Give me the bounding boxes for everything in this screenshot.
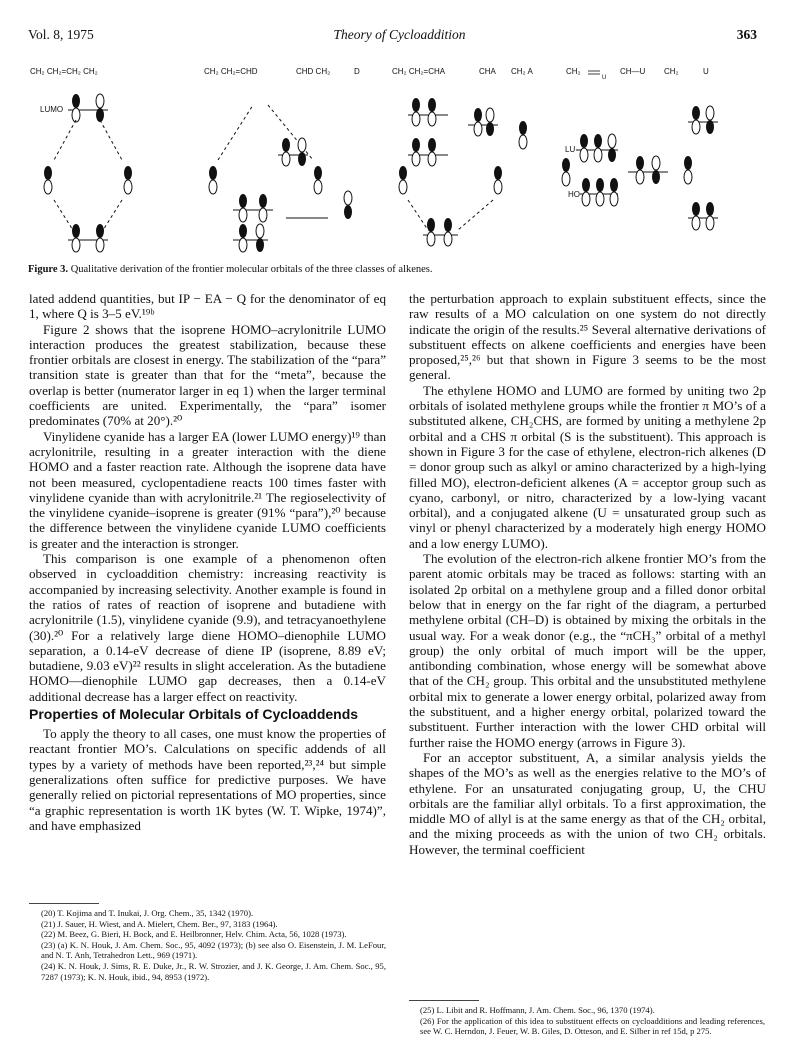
- fig-label-u-sub: U: [602, 75, 607, 81]
- fig-label-cha: CHA: [479, 67, 496, 76]
- footnote-26: (26) For the application of this idea to substituent effects on cycloadditions and leading references, see W. C. Herndon, J. Feuer, W. B. Giles, D. Otteson, and E. Silber in ref 15d, p 275.: [420, 1015, 765, 1037]
- left-paragraph-5: To apply the theory to all cases, one must know the properties of reactant frontier MO’s. Calculations on specific addends of all types by a variety of methods have been reported,²³,²⁴ but simple generalizations often suffice for predictive purposes. We have generally relied on pictorial representations of MO properties, since “a graphic representation is worth 1K bytes (W. T. Wipke, 1974)”, and have emphasized: [29, 726, 386, 833]
- fig-label-ch2-right: CH₂: [664, 67, 679, 76]
- fig-label-ethylene: CH₂ CH₂=CH₂ CH₂: [30, 67, 98, 76]
- fig-label-u: U: [703, 67, 709, 76]
- footnote-rule-right: [409, 1000, 479, 1001]
- footnote-25: (25) L. Libit and R. Hoffmann, J. Am. Chem. Soc., 96, 1370 (1974).: [420, 1005, 655, 1015]
- footnote-20: (20) T. Kojima and T. Inukai, J. Org. Chem., 35, 1342 (1970).: [41, 908, 254, 918]
- right-column: [409, 291, 766, 857]
- page-number: 363: [736, 27, 757, 42]
- footnote-22: (22) M. Beez, G. Bieri, H. Bock, and E. Heilbronner, Helv. Chim. Acta, 56, 1028 (1973).: [41, 929, 347, 940]
- fig-label-d: D: [354, 67, 360, 76]
- fig-label-chd: CHD CH₂: [296, 67, 331, 76]
- footnotes-left: [41, 908, 386, 982]
- fig-label-ch2-a: CH₂ A: [511, 67, 533, 76]
- left-paragraph-4: This comparison is one example of a phenomenon often observed in cycloaddition chemistry: increasing reactivity is accompanied by increasing selectivity. Another example is found in the ratios of rates of reaction of isoprene and butadiene with acrylonitrile (1.5), vinylidene cyanide (9.9), and tetracyanoethylene (30).²⁰ For a relatively large diene HOMO–dienophile LUMO separation, a 0.14-eV decrease of diene IP (isoprene, 8.89 eV; butadiene, 9.03 eV)²² results in slight acceleration. As the butadiene HOMO—dienophile LUMO gap decreases, then a 0.14-eV additional decrease has a larger effect on reactivity.: [29, 551, 386, 704]
- left-paragraph-2: Figure 2 shows that the isoprene HOMO–acrylonitrile LUMO interaction produces the greatest stabilization, because these frontier orbitals are closest in energy. The stabilization of the “para” transition state is greater than that for the “meta”, because the overlap is better (numerator larger in eq 1) when the larger terminal coefficients are united. Experimentally, the “para” isomer predominates (70% at 20°).²⁰: [29, 321, 386, 429]
- fig-label-lumo: LUMO: [40, 105, 64, 114]
- fig-label-chu: CH—U: [620, 67, 646, 76]
- footnote-24: (24) K. N. Houk, J. Sims, R. E. Duke, Jr., R. W. Strozier, and J. K. George, J. Am. Chem. Soc., 95, 7287 (1973); K. N. Houk, ibid., 94, 8953 (1972).: [41, 960, 386, 982]
- figure-caption-text: Qualitative derivation of the frontier molecular orbitals of the three classes of alkenes.: [70, 264, 433, 275]
- fig-label-lu: LU: [565, 145, 576, 154]
- left-paragraph-1: lated addend quantities, but IP − EA − Q for the denominator of eq 1, where Q is 3–5 eV.¹⁹ᵇ: [29, 291, 386, 322]
- figure-3-orbital-diagram: [28, 60, 763, 260]
- figure-caption: [28, 264, 768, 275]
- right-paragraph-3: The evolution of the electron-rich alkene frontier MO’s from the parent atomic orbitals may be traced as follows: starting with an isolated 2p orbital on a methylene group and a filled donor orbital below that in energy on the far right of the diagram, a perturbed methylene orbital (CH–D) is obtained by mixing the orbitals in the usual way. For a weak donor (e.g., the “πCH₃” orbital of a methyl group) the only orbital of much import will be the upper, antibonding combination, whose energy will be somewhat above that of the CH₂ group. This orbital and the unsubstituted methylene orbital mix to generate a lower energy orbital, polarized away from the substituent, and a higher energy orbital, polarized toward the substituent. Further interaction with the lower CHD orbital will further raise the HOMO energy (arrows in Figure 3).: [409, 551, 766, 750]
- footnote-23: (23) (a) K. N. Houk, J. Am. Chem. Soc., 95, 4092 (1973); (b) see also O. Eisenstein, J. M. LeFour, and N. T. Anh, Tetrahedron Lett., 969 (1971).: [41, 939, 386, 961]
- section-heading: Properties of Molecular Orbitals of Cycloaddends: [29, 706, 359, 723]
- running-header-title: Theory of Cycloaddition: [333, 27, 466, 42]
- footnote-21: (21) J. Sauer, H. Wiest, and A. Mielert, Chem. Ber., 97, 3183 (1964).: [41, 918, 278, 929]
- right-paragraph-1: the perturbation approach to explain substituent effects, since the raw results of a MO calculation on one system do not directly indicate the origin of the results.²⁵ Several alternative derivations of substituent effects on alkene coefficients and energies have been proposed,²⁵,²⁶ but that shown in Figure 3 seems to be the most general.: [409, 291, 766, 383]
- right-paragraph-2: The ethylene HOMO and LUMO are formed by uniting two 2p orbitals of isolated methylene groups while the frontier π MO’s of a substituted alkene, CH₂CHS, are formed by uniting a methylene 2p orbital and a CHS π orbital (S is the substituent). This approach is shown in Figure 3 for the case of ethylene, electron-rich alkenes (D = donor group such as alkyl or amino characterized by a high-lying filled MO), electron-deficient alkenes (A = acceptor group such as cyano, carbonyl, or nitro, characterized by a low-lying vacant orbital), and a conjugated alkene (U = unsaturated group such as vinyl or phenyl characterized by a moderately high energy HOMO and a low energy LUMO).: [409, 382, 766, 551]
- figure-caption-lead: Figure 3.: [28, 264, 69, 275]
- left-paragraph-3: Vinylidene cyanide has a larger EA (lower LUMO energy)¹⁹ than acrylonitrile, resulting in a greater interaction with the diene HOMO and a faster reaction rate. Although the isoprene data have not been measured, cyclopentadiene reacts 100 times faster with vinylidene cyanide than with acrylonitrile.²¹ The regioselectivity of the vinylidene cyanide–isoprene is greater (91% “para”),²⁰ because the difference between the vinylidene cyanide LUMO coefficients is greater and the interaction is stronger.: [29, 428, 386, 551]
- footnotes-right: [420, 1005, 765, 1037]
- footnote-rule-left: [29, 903, 99, 904]
- left-column: [29, 291, 386, 833]
- right-paragraph-4: For an acceptor substituent, A, a similar analysis yields the shapes of the MO’s as well as the energies relative to the MO’s of ethylene. For an unsaturated conjugating group, U, the CHU orbitals are the familiar allyl orbitals. To a first approximation, the middle MO of allyl is at the same energy as that of the CH₂ orbital, and the mixing proceeds as with the union of two CH₂ orbitals. However, the terminal coefficient: [409, 749, 766, 857]
- running-header-volume: Vol. 8, 1975: [28, 27, 94, 42]
- fig-label-acceptor-group: CH₂ CH₂=CHA: [392, 67, 446, 76]
- fig-label-ho: HO: [568, 190, 580, 199]
- fig-label-donor-group: CH₂ CH₂=CHD: [204, 67, 258, 76]
- fig-label-ch2-u: CH₂: [566, 67, 581, 76]
